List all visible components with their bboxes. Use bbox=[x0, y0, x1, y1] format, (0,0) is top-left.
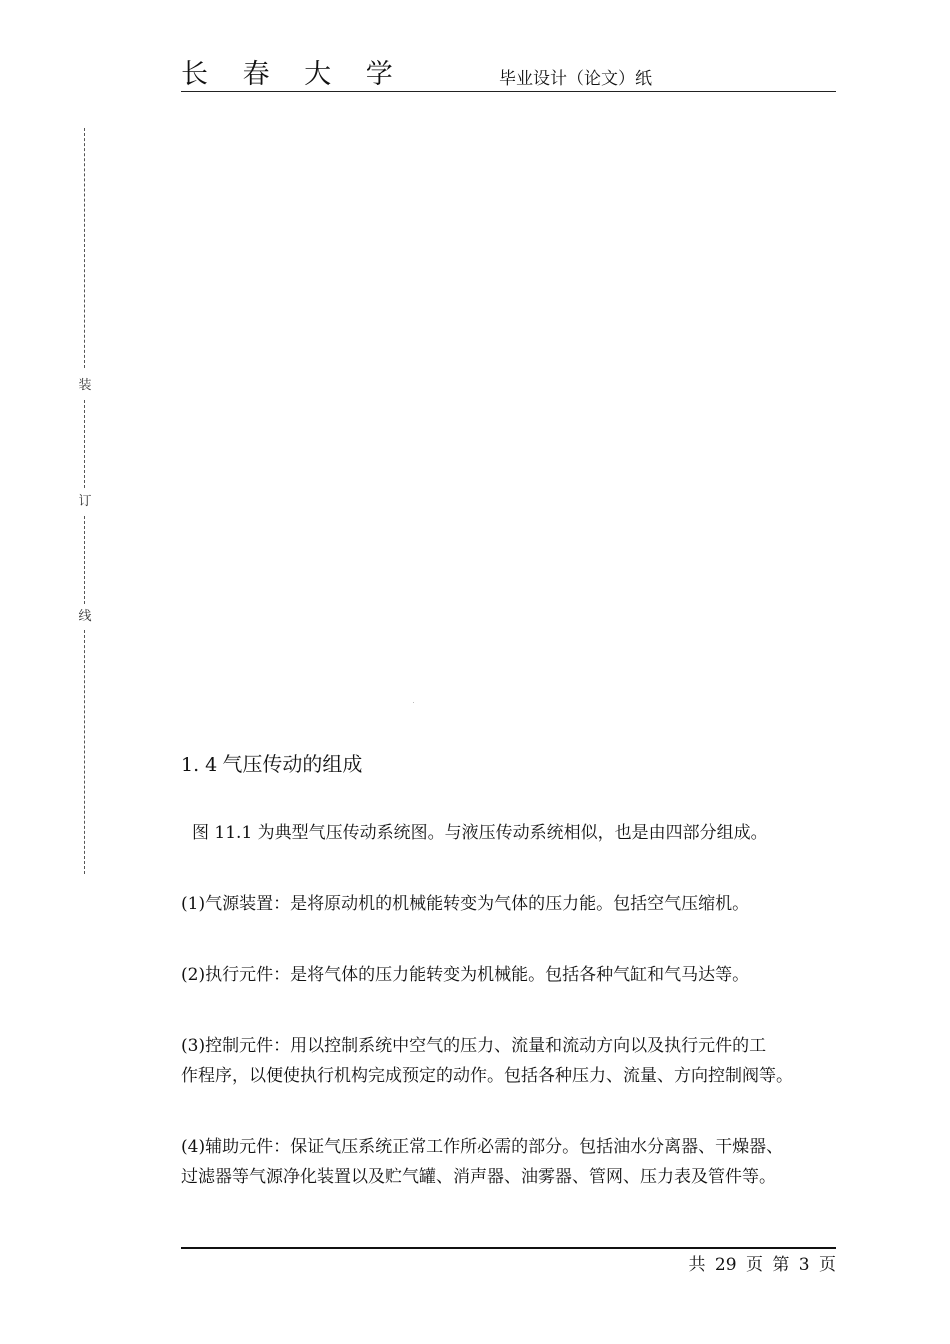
section-title: 气压传动的组成 bbox=[222, 752, 363, 776]
header-subtitle: 毕业设计（论文）纸 bbox=[499, 69, 652, 89]
binding-label-ding: 订 bbox=[78, 494, 92, 509]
intro-paragraph: 图 11.1 为典型气压传动系统图。与液压传动系统相似，也是由四部分组成。 bbox=[192, 823, 768, 843]
item-auxiliary-paragraph bbox=[181, 1132, 837, 1192]
binding-line-segment bbox=[84, 128, 85, 368]
paragraph-line: (4)辅助元件：保证气压系统正常工作所必需的部分。包括油水分离器、干燥器、 bbox=[181, 1137, 784, 1157]
item-control-paragraph bbox=[181, 1031, 837, 1091]
section-number: 1. 4 bbox=[181, 754, 218, 776]
header-university-name: 长 春 大 学 bbox=[181, 59, 406, 90]
paragraph-line: 作程序，以便使执行机构完成预定的动作。包括各种压力、流量、方向控制阀等。 bbox=[181, 1066, 793, 1086]
header-rule bbox=[181, 91, 836, 92]
binding-line-segment bbox=[84, 516, 85, 604]
paragraph-line: (3)控制元件：用以控制系统中空气的压力、流量和流动方向以及执行元件的工 bbox=[181, 1036, 767, 1056]
binding-line-segment bbox=[84, 630, 85, 874]
binding-line-segment bbox=[84, 400, 85, 488]
item-actuator-paragraph: (2)执行元件：是将气体的压力能转变为机械能。包括各种气缸和气马达等。 bbox=[181, 965, 750, 985]
paragraph-line: 过滤器等气源净化装置以及贮气罐、消声器、油雾器、管网、压力表及管件等。 bbox=[181, 1167, 776, 1187]
binding-label-zhuang: 装 bbox=[78, 378, 92, 393]
footer-rule bbox=[181, 1247, 836, 1249]
footer-page-info: 共 29 页 第 3 页 bbox=[688, 1255, 836, 1275]
binding-label-xian: 线 bbox=[78, 609, 92, 624]
item-air-source-paragraph: (1)气源装置：是将原动机的机械能转变为气体的压力能。包括空气压缩机。 bbox=[181, 894, 750, 914]
image-placeholder-dot bbox=[413, 702, 414, 703]
section-heading bbox=[181, 750, 362, 780]
